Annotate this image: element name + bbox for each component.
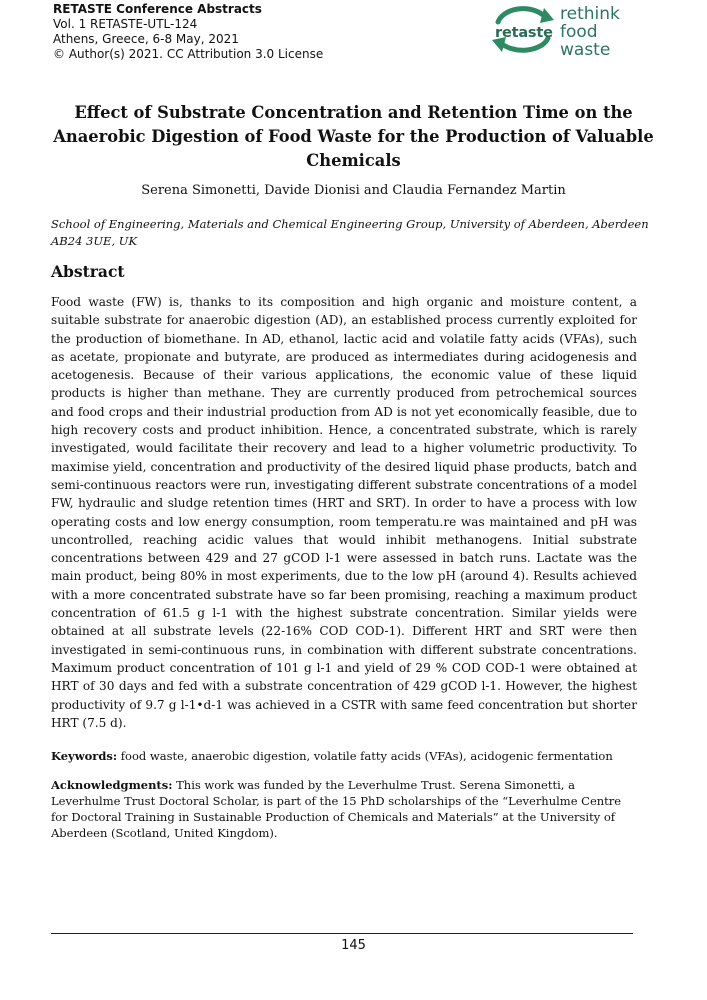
logo-tagline-line: rethink xyxy=(560,4,620,24)
conference-location: Athens, Greece, 6-8 May, 2021 xyxy=(53,32,239,46)
license-text: © Author(s) 2021. CC Attribution 3.0 License xyxy=(53,47,324,61)
logo-tagline-line: food xyxy=(560,22,598,42)
volume-info: Vol. 1 RETASTE-UTL-124 xyxy=(53,17,198,31)
acknowledgments-label: Acknowledgments: xyxy=(51,778,173,792)
retaste-logo xyxy=(488,2,638,62)
conference-header xyxy=(53,2,323,62)
acknowledgments-paragraph xyxy=(51,777,641,841)
footer-divider xyxy=(51,933,633,934)
keywords-paragraph xyxy=(51,748,641,764)
author-affiliation: School of Engineering, Materials and Chemical Engineering Group, University of Aberdeen, Aberdeen AB24 3UE, UK xyxy=(51,217,649,248)
acknowledgments-text: This work was funded by the Leverhulme Trust. Serena Simonetti, a Leverhulme Trust Doctoral Scholar, is part of the 15 PhD scholarships of the “Leverhulme Centre for Doctoral Training in Sustainable Production of Chemicals and Materials” at the University of Aberdeen (Scotland, United Kingdom). xyxy=(51,778,622,840)
abstract-body: Food waste (FW) is, thanks to its composition and high organic and moisture content, a suitable substrate for anaerobic digestion (AD), an established process currently exploited for the production of biomethane. In AD, ethanol, lactic acid and volatile fatty acids (VFAs), such as acetate, propionate and butyrate, are produced as intermediates during acidogenesis and acetogenesis. Because of their various applications, the economic value of these liquid products is higher than methane. They are currently produced from petrochemical sources and food crops and their industrial production from AD is not yet economically feasible, due to high recovery costs and product inhibition. Hence, a concentrated substrate, which is rarely investigated, would facilitate their recovery and lead to a higher volumetric productivity. To maximise yield, concentration and productivity of the desired liquid phase products, batch and semi-continuous reactors were run, investigating different substrate concentrations of a model FW, hydraulic and sludge retention times (HRT and SRT). In order to have a process with low operating costs and low energy consumption, room temperatu.re was maintained and pH was uncontrolled, reaching acidic values that would inhibit methanogens. Initial substrate concentrations between 429 and 27 gCOD l-1 were assessed in batch runs. Lactate was the main product, being 80% in most experiments, due to the low pH (around 4). Results achieved with a more concentrated substrate have so far been promising, reaching a maximum product concentration of 61.5 g l-1 with the highest substrate concentration. Similar yields were obtained at all substrate levels (22-16% COD COD-1). Different HRT and SRT were then investigated in semi-continuous runs, in combination with different substrate concentrations. Maximum product concentration of 101 g l-1 and yield of 29 % COD COD-1 were obtained at HRT of 30 days and fed with a substrate concentration of 429 gCOD l-1. However, the highest productivity of 9.7 g l-1•d-1 was achieved in a CSTR with same feed concentration but shorter HRT (7.5 d). xyxy=(51,295,637,730)
logo-wordmark: retaste xyxy=(495,25,553,41)
keywords-label: Keywords: xyxy=(51,749,118,763)
logo-tagline xyxy=(560,5,620,59)
abstract-heading: Abstract xyxy=(51,262,125,281)
page-number: 145 xyxy=(341,938,366,953)
conference-name: RETASTE Conference Abstracts xyxy=(53,2,262,16)
keywords-text: food waste, anaerobic digestion, volatile fatty acids (VFAs), acidogenic fermentation xyxy=(120,749,613,763)
paper-authors: Serena Simonetti, Davide Dionisi and Claudia Fernandez Martin xyxy=(141,183,566,198)
paper-title: Effect of Substrate Concentration and Retention Time on the Anaerobic Digestion of Food Waste for the Production of Valuable Chemicals xyxy=(53,103,654,170)
logo-tagline-line: waste xyxy=(560,40,611,60)
